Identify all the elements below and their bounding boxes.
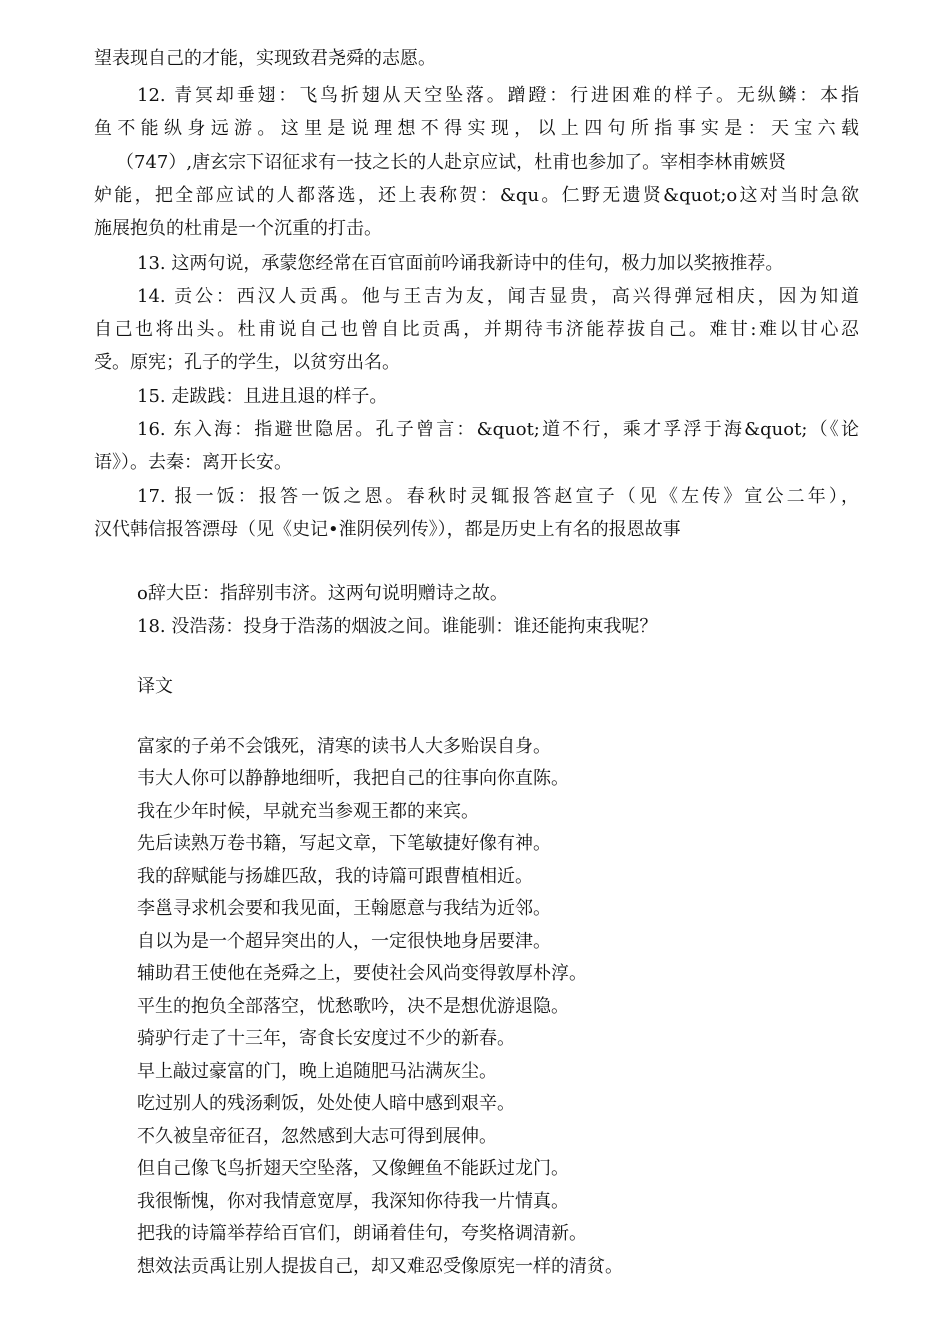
- translation-line: 我的辞赋能与扬雄匹敌，我的诗篇可跟曹植相近。: [137, 866, 533, 887]
- note-17-tail: o辞大臣：指辞别韦济。这两句说明赠诗之故。: [137, 583, 508, 604]
- note-12-line-3: （747）,唐玄宗下诏征求有一技之长的人赴京应试，杜甫也参加了。宰相李林甫嫉贤: [116, 152, 787, 173]
- note-16-line-1: 16. 东入海：指避世隐居。孔子曾言：&quot;道不行，乘才孚浮于海&quot;（《论: [137, 419, 859, 440]
- translation-line: 我很惭愧，你对我情意宽厚，我深知你待我一片情真。: [137, 1191, 569, 1212]
- note-15-line-1: 15. 走跋践：且进且退的样子。: [137, 386, 388, 407]
- translation-line: 富家的子弟不会饿死，清寒的读书人大多贻误自身。: [137, 736, 551, 757]
- note-12-line-1: 12. 青冥却垂翅：飞鸟折翅从天空坠落。蹭蹬：行进困难的样子。无纵鳞：本指: [137, 85, 859, 106]
- note-14-line-2: 自己也将出头。杜甫说自己也曾自比贡禹，并期待韦济能荐拔自己。难甘:难以甘心忍: [94, 319, 859, 340]
- note-13-line-1: 13. 这两句说，承蒙您经常在百官面前吟诵我新诗中的佳句，极力加以奖掖推荐。: [137, 253, 784, 274]
- translation-line: 骑驴行走了十三年，寄食长安度过不少的新春。: [137, 1028, 515, 1049]
- translation-line: 但自己像飞鸟折翅天空坠落，又像鲤鱼不能跃过龙门。: [137, 1158, 569, 1179]
- translation-line: 韦大人你可以静静地细听，我把自己的往事向你直陈。: [137, 768, 569, 789]
- note-17-line-2: 汉代韩信报答漂母（见《史记•淮阴侯列传》），都是历史上有名的报恩故事: [94, 519, 681, 540]
- note-12-line-2: 鱼不能纵身远游。这里是说理想不得实现，以上四句所指事实是：天宝六载: [94, 118, 859, 139]
- translation-line: 吃过别人的残汤剩饭，处处使人暗中感到艰辛。: [137, 1093, 515, 1114]
- translation-line: 平生的抱负全部落空，忧愁歌吟，决不是想优游退隐。: [137, 996, 569, 1017]
- translation-line: 先后读熟万卷书籍，写起文章，下笔敏捷好像有神。: [137, 833, 551, 854]
- translation-line: 想效法贡禹让别人提拔自己，却又难忍受像原宪一样的清贫。: [137, 1256, 623, 1277]
- translation-line: 我在少年时候，早就充当参观王都的来宾。: [137, 801, 479, 822]
- note-14-line-1: 14. 贡公：西汉人贡禹。他与王吉为友，闻吉显贵，高兴得弹冠相庆，因为知道: [137, 286, 859, 307]
- translation-heading: 译文: [137, 676, 173, 697]
- note-18-line-1: 18. 没浩荡：投身于浩荡的烟波之间。谁能驯：谁还能拘束我呢？: [137, 616, 658, 637]
- translation-line: 早上敲过豪富的门，晚上追随肥马沾满灰尘。: [137, 1061, 497, 1082]
- translation-line: 辅助君王使他在尧舜之上，要使社会风尚变得敦厚朴淳。: [137, 963, 587, 984]
- translation-line: 李邕寻求机会要和我见面，王翰愿意与我结为近邻。: [137, 898, 551, 919]
- translation-line: 不久被皇帝征召，忽然感到大志可得到展伸。: [137, 1126, 497, 1147]
- note-12-line-5: 施展抱负的杜甫是一个沉重的打击。: [94, 218, 382, 239]
- note-11-tail: 望表现自己的才能，实现致君尧舜的志愿。: [94, 48, 436, 69]
- note-12-line-4: 妒能，把全部应试的人都落选，还上表称贺：&qu。仁野无遗贤&quot;o这对当时急欲: [94, 185, 859, 206]
- note-14-line-3: 受。原宪；孔子的学生，以贫穷出名。: [94, 352, 400, 373]
- translation-line: 把我的诗篇举荐给百官们，朗诵着佳句，夸奖格调清新。: [137, 1223, 587, 1244]
- note-16-line-2: 语》）。去秦：离开长安。: [94, 452, 292, 473]
- note-17-line-1: 17. 报一饭：报答一饭之恩。春秋时灵辄报答赵宣子（见《左传》宣公二年），: [137, 486, 859, 507]
- translation-line: 自以为是一个超异突出的人，一定很快地身居要津。: [137, 931, 551, 952]
